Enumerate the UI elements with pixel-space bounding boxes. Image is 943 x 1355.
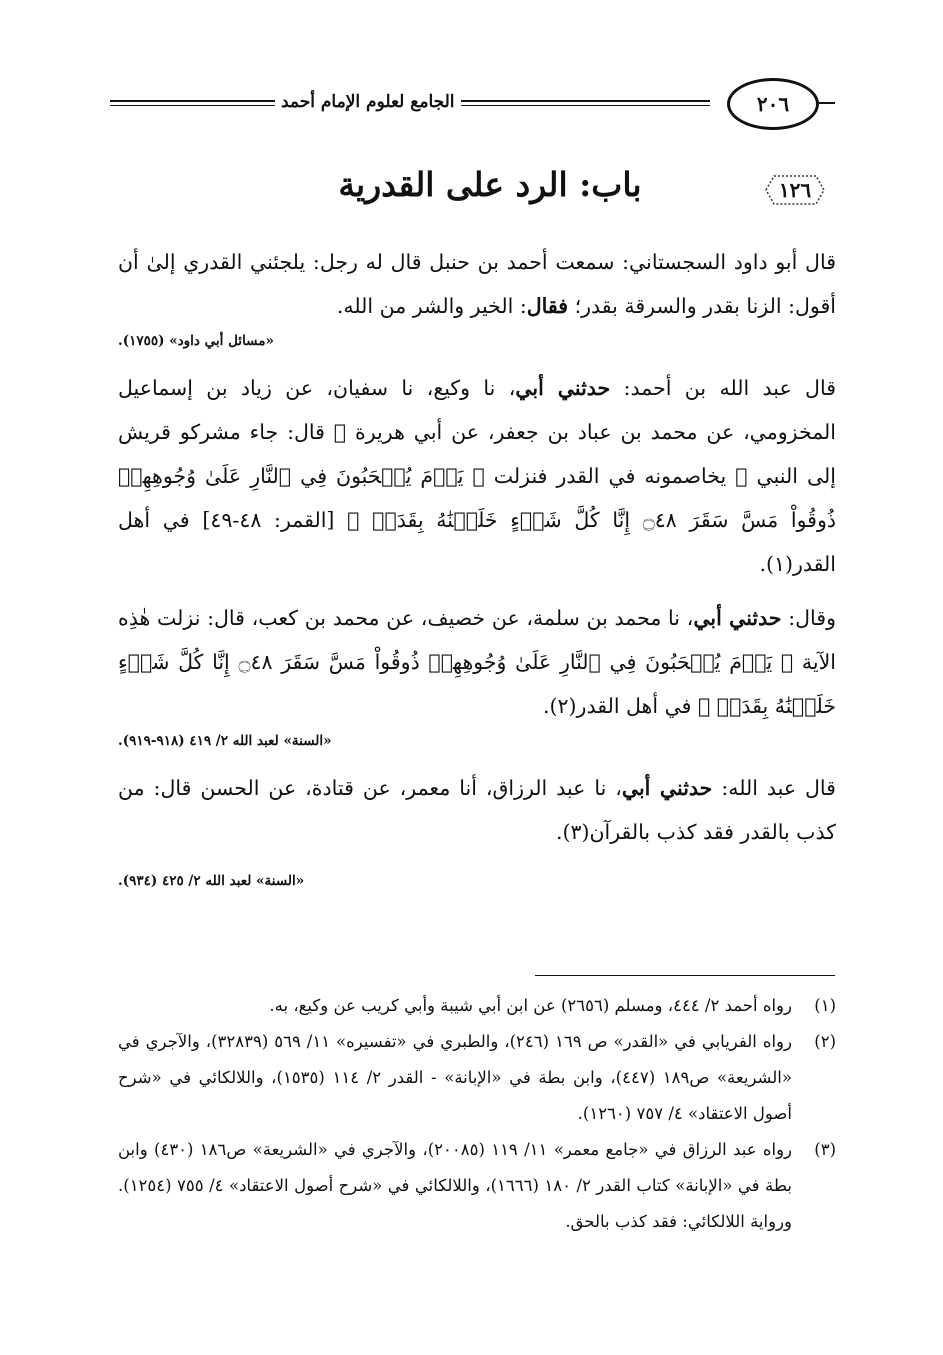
paragraph-3 xyxy=(118,596,836,728)
footnote-text: رواه عبد الرزاق في «جامع معمر» ١١/ ١١٩ (٢٠٠٨٥)، والآجري في «الشريعة» ص١٨٦ (٤٣٠) وابن بطة في «الإبانة» كتاب القدر ٢/ ١٨٠ (١٦٦٦)، واللالكائي في «شرح أصول الاعتقاد» ٤/ ٧٥٥ (١٢٥٤). ورواية اللالكائي: فقد كذب بالحق. xyxy=(118,1140,793,1231)
main-text xyxy=(118,240,836,906)
chapter-number: ١٢٦ xyxy=(778,178,812,202)
paragraph-4-start: قال عبد الله: xyxy=(721,776,836,800)
footnote-number: (٢) xyxy=(814,1032,836,1051)
footnote-text: رواه أحمد ٢/ ٤٤٤، ومسلم (٢٦٥٦) عن ابن أبي شيبة وأبي كريب عن وكيع، به. xyxy=(269,996,792,1015)
paragraph-1-bold: فقال xyxy=(526,294,569,318)
source-citation-1: «مسائل أبي داود» (١٧٥٥). xyxy=(118,333,274,349)
paragraph-3-rest: ، نا محمد بن سلمة، عن خصيف، عن محمد بن كعب، قال: نزلت هٰذِه الآية ﴿ يَوۡمَ يُسۡحَبُونَ فِي ٱلنَّارِ عَلَىٰ وُجُوهِهِمۡ ذُوقُواْ مَسَّ سَقَرَ ۝٤٨ إِنَّا كُلَّ شَيۡءٍ خَلَقۡنَٰهُ بِقَدَرٖ ﴾ في أهل القدر(٢). xyxy=(118,606,836,718)
paragraph-4 xyxy=(118,766,836,854)
paragraph-2 xyxy=(118,366,836,586)
paragraph-2-start: قال عبد الله بن أحمد: xyxy=(623,376,836,400)
paragraph-2-rest: ، نا وكيع، نا سفيان، عن زياد بن إسماعيل المخزومي، عن محمد بن عباد بن جعفر، عن أبي هريرة ﷺ قال: جاء مشركو قريش إلى النبي ﷺ يخاصمونه في القدر فنزلت ﴿ يَوۡمَ يُسۡحَبُونَ فِي ٱلنَّارِ عَلَىٰ وُجُوهِهِمۡ ذُوقُواْ مَسَّ سَقَرَ ۝٤٨ إِنَّا كُلَّ شَيۡءٍ خَلَقۡنَٰهُ بِقَدَرٖ ﴾ [القمر: ٤٨-٤٩] في أهل القدر(١). xyxy=(118,376,837,576)
footnote-number: (١) xyxy=(814,996,836,1015)
source-citation-3: «السنة» لعبد الله ٢/ ٤٢٥ (٩٣٤). xyxy=(118,873,305,889)
paragraph-1-text: قال أبو داود السجستاني: سمعت أحمد بن حنبل قال له رجل: يلجئني القدري إلىٰ أن أقول: الزنا بقدر والسرقة بقدر؛ xyxy=(118,250,836,318)
paragraph-3-start: وقال: xyxy=(788,606,836,630)
chapter-number-badge xyxy=(760,170,830,210)
page-number: ٢٠٦ xyxy=(727,78,819,130)
paragraph-1 xyxy=(118,240,836,328)
paragraph-2-bold: حدثني أبي xyxy=(515,376,611,400)
footnote-2 xyxy=(118,1024,836,1132)
chapter-title: باب: الرد على القدرية xyxy=(338,165,642,204)
footnotes xyxy=(118,988,836,1240)
footnote-3 xyxy=(118,1132,836,1240)
paragraph-1-end: : الخير والشر من الله. xyxy=(336,294,527,318)
footnote-1 xyxy=(118,988,836,1024)
footnote-text: رواه الفريابي في «القدر» ص ١٦٩ (٢٤٦)، والطبري في «تفسيره» ١١/ ٥٦٩ (٣٢٨٣٩)، والآجري في «الشريعة» ص١٨٩ (٤٤٧)، وابن بطة في «الإبانة» - القدر ٢/ ١١٤ (١٥٣٥)، واللالكائي في «شرح أصول الاعتقاد» ٤/ ٧٥٧ (١٢٦٠). xyxy=(118,1032,792,1123)
footnote-number: (٣) xyxy=(814,1140,836,1159)
paragraph-4-bold: حدثني أبي xyxy=(621,776,713,800)
paragraph-3-bold: حدثني أبي xyxy=(693,606,782,630)
running-title: الجامع لعلوم الإمام أحمد xyxy=(275,92,461,112)
paragraph-4-rest: ، نا عبد الرزاق، أنا معمر، عن قتادة، عن الحسن قال: من كذب بالقدر فقد كذب بالقرآن(٣). xyxy=(118,776,836,844)
footnote-separator xyxy=(535,975,835,976)
running-header xyxy=(110,78,835,130)
source-citation-2: «السنة» لعبد الله ٢/ ٤١٩ (٩١٨-٩١٩). xyxy=(118,733,332,749)
